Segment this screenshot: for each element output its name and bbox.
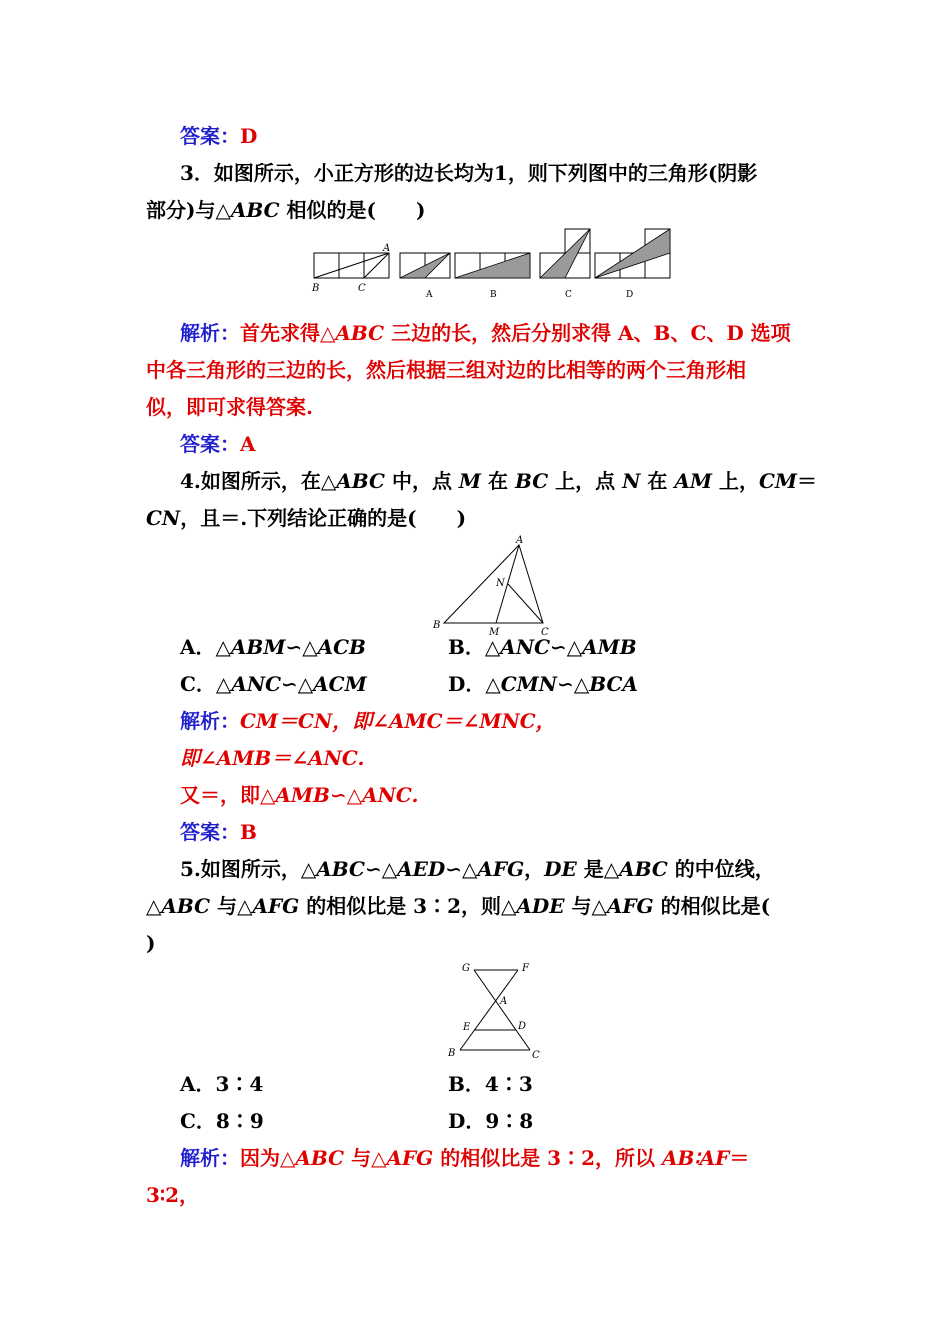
q5-label-c: C: [532, 1050, 540, 1061]
q2-answer: 答案：D: [180, 124, 258, 148]
q4-stem-line2: CN，且＝.下列结论正确的是( ): [146, 506, 467, 530]
q4-label-b: B: [433, 620, 441, 631]
q5-options-row1: [146, 1066, 810, 1103]
q4-option-a[interactable]: A．△ABM∽△ACB: [180, 635, 366, 659]
q3-label-main-c: C: [358, 283, 366, 294]
q5-analysis-line1: 解析：因为△ABC 与△AFG 的相似比是 3∶2，所以 AB∶AF＝: [180, 1146, 750, 1170]
q4-figure-svg: [146, 535, 810, 638]
q4-label-m: M: [489, 627, 500, 638]
q3-figure-svg: [146, 229, 810, 315]
q5-option-b[interactable]: B．4∶3: [448, 1072, 533, 1096]
q4-analysis-line3: 又＝，即△AMB∽△ANC.: [180, 783, 419, 807]
q3-label-option-c: C: [565, 290, 572, 300]
q5-analysis-line2: 3∶2，: [146, 1183, 200, 1207]
q3-answer: 答案：A: [180, 432, 256, 456]
q5-label-d: D: [518, 1021, 527, 1032]
q4-answer: 答案：B: [180, 820, 257, 844]
q3-label-option-b: B: [490, 290, 497, 300]
q5-figure: [146, 962, 810, 1066]
q5-label-g: G: [462, 963, 470, 974]
q4-label-n: N: [496, 578, 505, 589]
q4-option-d[interactable]: D．△CMN∽△BCA: [448, 672, 638, 696]
q3-analysis-line3: 似，即可求得答案.: [146, 395, 313, 419]
q5-label-b: B: [448, 1048, 456, 1059]
q3-figure: [146, 229, 810, 315]
q4-triangle-abc: [444, 545, 543, 623]
q3-stem-line2: 部分)与△ABC 相似的是( ): [146, 198, 426, 222]
q4-options-row2: [146, 666, 810, 703]
q5-segment-gc: [474, 970, 530, 1050]
q5-stem-line3: ): [146, 931, 156, 955]
q5-option-c[interactable]: C．8∶9: [180, 1109, 264, 1133]
q4-analysis-line1: 解析：CM＝CN，即∠AMC＝∠MNC，: [180, 709, 556, 733]
q5-segment-fb: [460, 970, 518, 1050]
q5-label-a: A: [500, 996, 508, 1007]
q3-label-option-a: A: [426, 290, 433, 300]
q5-stem-line2: △ABC 与△AFG 的相似比是 3∶2，则△ADE 与△AFG 的相似比是(: [146, 894, 771, 918]
q5-figure-svg: [146, 962, 810, 1066]
q5-stem-line1: 5.如图所示，△ABC∽△AED∽△AFG，DE 是△ABC 的中位线，: [180, 857, 775, 881]
q3-analysis-line2: 中各三角形的三边的长，然后根据三组对边的比相等的两个三角形相: [146, 358, 746, 382]
q3-option-b-shaded-triangle: [455, 253, 530, 278]
q5-label-f: F: [522, 963, 529, 974]
q4-options-row1: [146, 629, 810, 666]
q5-option-d[interactable]: D．9∶8: [448, 1109, 534, 1133]
q4-label-c: C: [541, 627, 549, 638]
q5-option-a[interactable]: A．3∶4: [180, 1072, 264, 1096]
q4-analysis-line2: 即∠AMB＝∠ANC.: [180, 746, 365, 770]
q5-options-row2: [146, 1103, 810, 1140]
q4-segment-nc: [508, 584, 543, 623]
q4-option-c[interactable]: C．△ANC∽△ACM: [180, 672, 367, 696]
q3-analysis-line1: 解析：首先求得△ABC 三边的长，然后分别求得 A、B、C、D 选项: [180, 321, 791, 345]
q4-figure: [146, 535, 810, 638]
q5-label-e: E: [463, 1022, 471, 1033]
q4-option-b[interactable]: B．△ANC∽△AMB: [448, 635, 637, 659]
q3-label-main-a: A: [383, 243, 391, 254]
q4-label-a: A: [516, 535, 524, 546]
q3-label-option-d: D: [626, 290, 634, 300]
q4-stem-line1: 4.如图所示，在△ABC 中，点 M 在 BC 上，点 N 在 AM 上，CM＝: [180, 469, 818, 493]
document-page: [146, 118, 818, 1214]
q3-stem-line1: 3．如图所示，小正方形的边长均为1，则下列图中的三角形(阴影: [180, 161, 758, 185]
q3-label-main-b: B: [312, 283, 320, 294]
